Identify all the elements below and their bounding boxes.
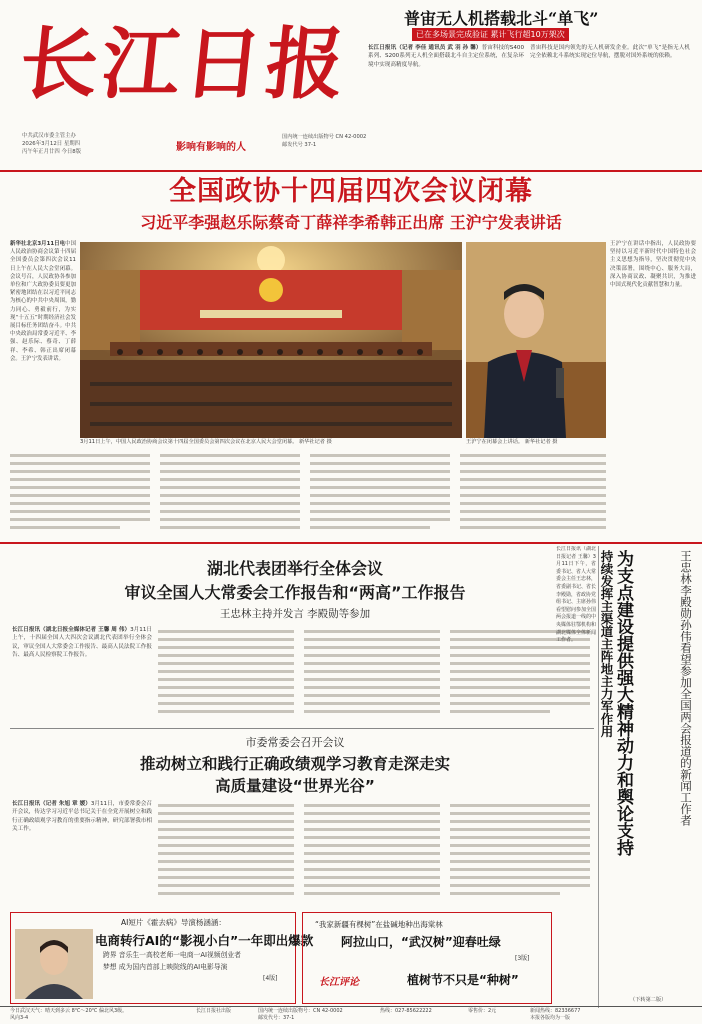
vertical-tail: （下转第二版） bbox=[630, 997, 667, 1003]
masthead-slogan: 影响有影响的人 bbox=[176, 142, 246, 153]
committee-text-columns bbox=[158, 802, 594, 906]
lead-photo-hall bbox=[80, 242, 462, 438]
delegation-headline2: 审议全国人大常委会工作报告和“两高”工作报告 bbox=[124, 583, 466, 602]
footer-tel: 热线：027-85622222 bbox=[380, 1008, 432, 1014]
committee-body-col1 bbox=[12, 800, 152, 908]
delegation-body-col1 bbox=[12, 626, 152, 726]
top-story-col2 bbox=[530, 44, 690, 164]
footer-rule bbox=[0, 1006, 702, 1007]
top-story-subheadline-text: 已在多场景完成验证 累计飞行超10万架次 bbox=[416, 30, 565, 39]
top-story-headline: 普宙无人机搭载北斗“单飞” bbox=[404, 9, 599, 28]
committee-headline2: 高质量建设“世界光谷” bbox=[215, 777, 375, 795]
ai-portrait-photo bbox=[15, 929, 93, 999]
footer-price: 零售价：2元 bbox=[468, 1008, 497, 1014]
footer-publisher: 长江日报社出版 bbox=[196, 1008, 232, 1014]
issue-lunar: 丙午年正月廿四 今日8版 bbox=[22, 149, 82, 155]
lead-photo-speaker-caption: 王沪宁在闭幕会上讲话。 新华社记者 摄 bbox=[466, 439, 558, 445]
vertical-body-text: 长江日报讯（湖北日报记者 王馨）3月11日下午，省委书记、省人大常委会主任王忠林，省委副书记、省长李殿勋，省政协党组书记、主席孙伟看望慰问参加全国两会报道一线的中央媒体驻鄂机构和湖北媒体全体新闻工作者。 bbox=[556, 546, 596, 644]
top-story-text-b: 普宙科技是国内领先的无人机研发企业。此次“单飞”是指无人机完全依赖北斗系统实现定位导航，摆脱对国外系统的依赖。 bbox=[530, 45, 690, 60]
speaker-photo-graphic bbox=[466, 242, 606, 438]
vertical-headline-text: 为支点建设提供强大精神动力和舆论支持 bbox=[613, 550, 633, 856]
masthead-rule bbox=[0, 170, 702, 172]
ai-line1: 跨界 音乐生一高校老师一电商一AI视频创业者 bbox=[103, 951, 241, 959]
lead-subheadline: 习近平李强赵乐际蔡奇丁薛祥李希韩正出席 王沪宁发表讲话 bbox=[140, 213, 562, 232]
top-story-col1 bbox=[368, 44, 524, 164]
delegation-headline1: 湖北代表团举行全体会议 bbox=[206, 559, 383, 578]
lead-right-col bbox=[610, 240, 696, 540]
issue-owner: 中共武汉市委主管主办 bbox=[22, 133, 76, 139]
reg-info bbox=[282, 133, 366, 149]
lead-body2: 中共中央政治局常委习近平、李强、赵乐际、蔡奇、丁薛祥、李希、韩正出席闭幕会。王沪宁发表讲话。 bbox=[10, 323, 76, 362]
masthead-logo: 长江日报 bbox=[15, 19, 353, 110]
commentary-logo: 长江评论 bbox=[319, 977, 359, 988]
vertical-subheadline2-text: 王忠林李殿勋孙伟看望参加全国两会报道的新闻工作者 bbox=[679, 550, 693, 826]
delegation-body: 3月11日上午，十四届全国人大四次会议湖北代表团举行全体会议，审议全国人大常委会工作报告、最高人民法院工作报告、最高人民检察院工作报告。 bbox=[12, 627, 152, 659]
lead-bottom-rule bbox=[0, 542, 702, 544]
vertical-subheadline1 bbox=[599, 550, 613, 990]
top-story bbox=[364, 0, 692, 168]
tree-page: [3版] bbox=[515, 955, 530, 962]
top-story-subheadline bbox=[412, 28, 569, 41]
lead-photo-hall-caption: 3月11日上午，中国人民政治协商会议第十四届全国委员会第四次会议在北京人民大会堂闭幕。 新华社记者 摄 bbox=[80, 439, 332, 445]
reg-post: 邮发代号 37-1 bbox=[282, 142, 317, 148]
reg-cn: 国内统一连续出版物号 CN 42-0002 bbox=[282, 134, 367, 140]
footer-post: 邮发代号：37-1 bbox=[258, 1015, 295, 1021]
committee-text-lines bbox=[158, 802, 594, 906]
lead-text-columns bbox=[10, 450, 606, 534]
delegation-committee-rule bbox=[10, 728, 594, 729]
vertical-story bbox=[598, 546, 702, 1008]
ai-page: [4版] bbox=[263, 975, 278, 982]
committee-body: 3月11日，市委常委会召开会议，传达学习习近平总书记关于在全党开展树立和践行正确政绩观学习教育的重要指示精神，研究部署我市相关工作。 bbox=[12, 801, 152, 833]
footer-extra: 本报各版均为一版 bbox=[530, 1015, 571, 1021]
vertical-subheadline2 bbox=[679, 550, 693, 990]
footer bbox=[0, 1008, 702, 1024]
top-story-text-a: 普宙科技的S400系列、S200系列无人机全面搭载北斗自主定位系统，在复杂环境中实现高精度导航。 bbox=[368, 45, 524, 68]
delegation-byline: 长江日报讯（湖北日报全媒体记者 王馨 周 伟） bbox=[12, 627, 131, 633]
lead-text-lines bbox=[10, 450, 606, 534]
delegation-subheadline: 王忠林主持并发言 李殿勋等参加 bbox=[219, 608, 371, 620]
committee-byline: 长江日报讯（记者 朱旭 章 媛） bbox=[12, 801, 91, 807]
footer-cn: 国内统一连续出版物号：CN 42-0002 bbox=[258, 1008, 343, 1014]
top-story-byline: 长江日报讯（记者 李佳 通讯员 武 羽 孙 馨） bbox=[368, 45, 482, 51]
footer-hotline: 新闻热线：82336677 bbox=[530, 1008, 581, 1014]
lead-left-col bbox=[10, 240, 76, 440]
issue-info bbox=[22, 132, 172, 156]
ai-line2: 梦想 成为国内首部上映院线的AI电影导演 bbox=[103, 963, 228, 971]
vertical-subheadline1-text: 持续发挥主渠道主阵地主力军作用 bbox=[599, 550, 614, 738]
lead-photo-speaker bbox=[466, 242, 606, 438]
lead-side-text: 王沪宁在讲话中指出，人民政协要坚持以习近平新时代中国特色社会主义思想为指导，坚决贯彻党中央决策部署，围绕中心、服务大局，深入协商议政、凝聚共识，为推进中国式现代化贡献智慧和力量。 bbox=[610, 241, 696, 289]
ai-headline: 电商转行AI的“影视小白”一年即出爆款 bbox=[95, 933, 314, 948]
commentary-headline: 植树节不只是“种树” bbox=[407, 973, 519, 987]
lead-body: 中国人民政治协商会议第十四届全国委员会第四次会议11日上午在人民大会堂闭幕。会议号召，人民政协各参加单位和广大政协委员要更加紧密地团结在以习近平同志为核心的中共中央周围，勠力同心、勇毅前行，为实现“十五五”时期经济社会发展目标任务团结奋斗。 bbox=[10, 241, 76, 330]
lead-dateline: 新华社北京3月11日电 bbox=[10, 241, 66, 247]
committee-kicker: 市委常委会召开会议 bbox=[245, 736, 345, 749]
committee-headline1: 推动树立和践行正确政绩观学习教育走深走实 bbox=[139, 755, 450, 773]
vertical-headline bbox=[613, 550, 633, 990]
vertical-body bbox=[556, 546, 596, 1002]
lead-headline: 全国政协十四届四次会议闭幕 bbox=[169, 176, 533, 207]
tree-headline: 阿拉山口，“武汉树”迎春吐绿 bbox=[341, 935, 501, 949]
footer-wind: 风向3-4 bbox=[10, 1015, 29, 1021]
footer-weather: 今日武汉天气：晴天到多云 8℃～20℃ 偏北风3级。 bbox=[10, 1008, 128, 1014]
hall-photo-graphic bbox=[80, 242, 462, 438]
delegation-text-lines bbox=[158, 628, 594, 724]
bottom-box-tree[interactable] bbox=[302, 912, 552, 1004]
issue-date: 2026年3月12日 星期四 bbox=[22, 141, 81, 147]
tree-kicker: “我家新疆有棵树”在盐碱地种出海棠林 bbox=[315, 920, 443, 929]
bottom-box-ai[interactable] bbox=[10, 912, 314, 1004]
delegation-text-columns bbox=[158, 628, 594, 724]
ai-kicker: AI短片《霍去病》导演杨涵涵： bbox=[121, 918, 226, 927]
